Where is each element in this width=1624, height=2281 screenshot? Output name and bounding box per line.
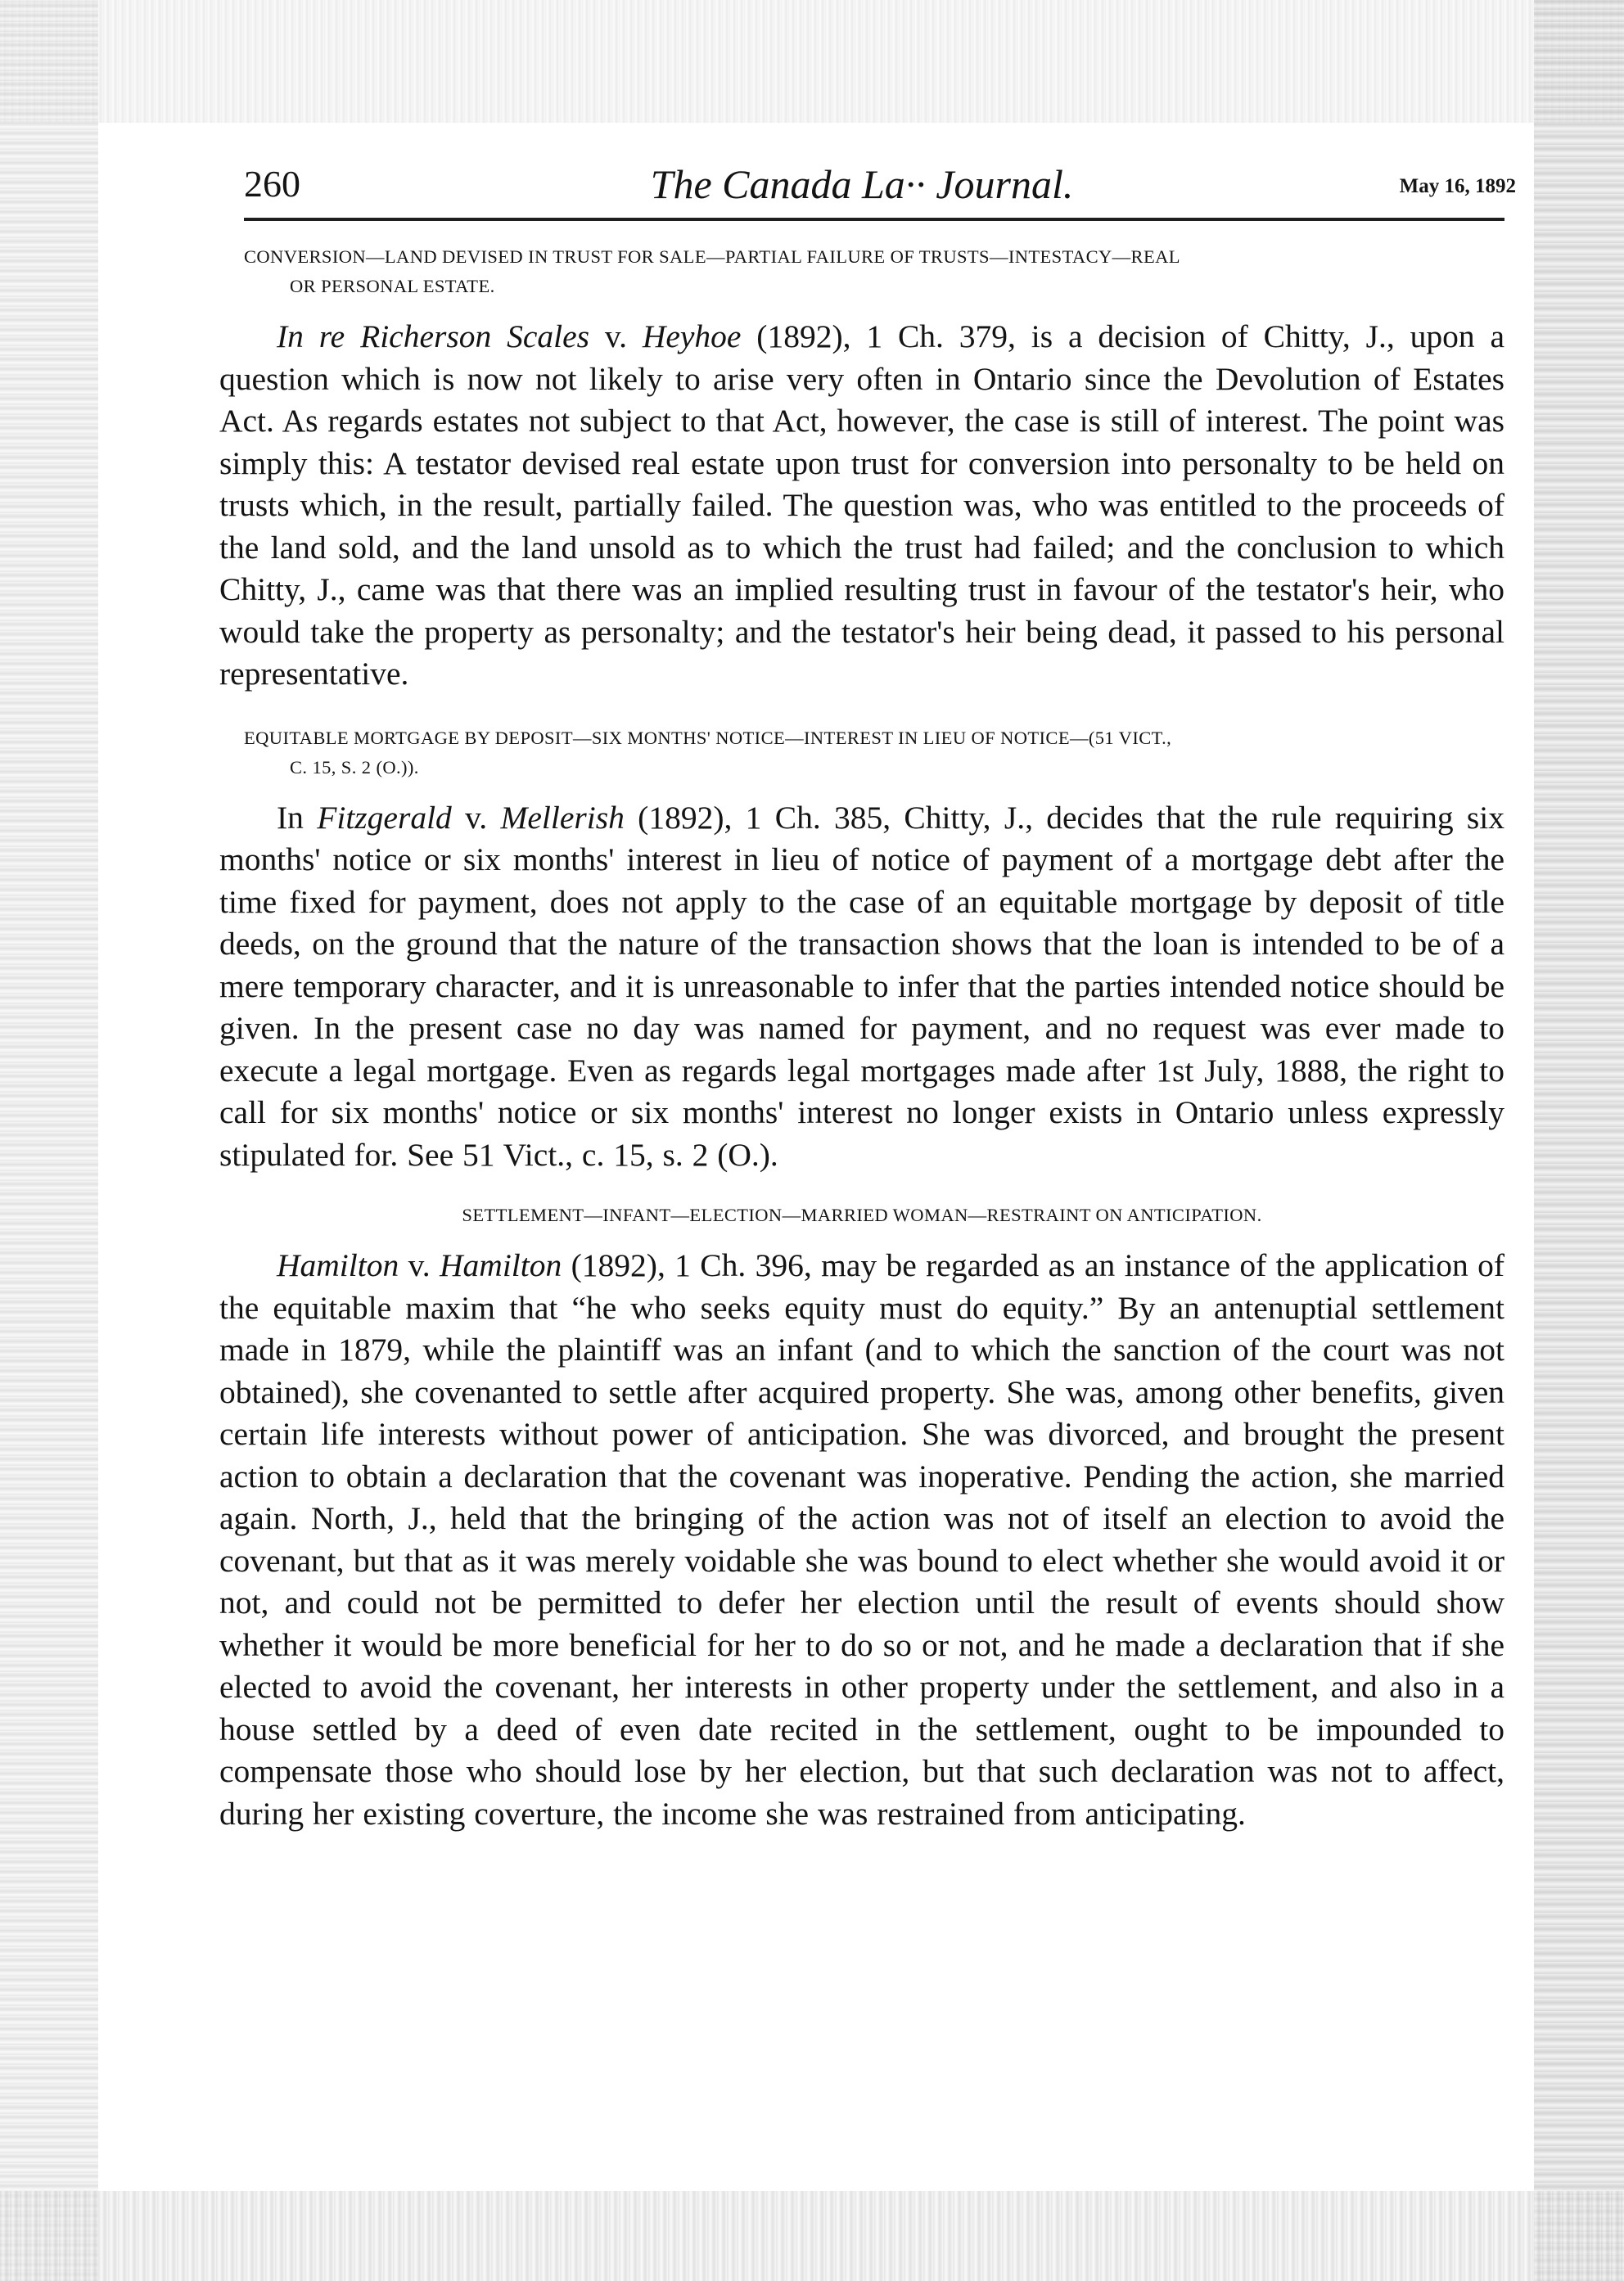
section-heading-line: EQUITABLE MORTGAGE BY DEPOSIT—SIX MONTHS' NOTICE—INTEREST IN LIEU OF NOTICE—(51 VICT., bbox=[244, 727, 1172, 748]
running-head bbox=[219, 156, 1516, 213]
paragraph-text: (1892), 1 Ch. 379, is a decision of Chitty, J., upon a question which is now not likely to arise very often in Ontario since the Devolution of Estates Act. As regards estates not subject to that Act, however, the case is still of interest. The point was simply this: A testator devised real estate upon trust for conversion into personalty to be held on trusts which, in the result, partially failed. The question was, who was entitled to the proceeds of the land sold, and the land unsold as to which the trust had failed; and the conclusion to which Chitty, J., came was that there was an implied resulting trust in favour of the testator's heir, who would take the property as personalty; and the testator's heir being dead, it passed to his personal representative. bbox=[219, 318, 1504, 692]
journal-title: The Canada La·· Journal. bbox=[650, 161, 1074, 207]
case-name: Hamilton bbox=[440, 1247, 562, 1283]
paragraph-text: (1892), 1 Ch. 396, may be regarded as an instance of the application of the equitable maxim that “he who seeks equity must do equity.” By an antenuptial settlement made in 1879, while the plaintiff was an infant (and to which the sanction of the court was not obtained), she covenanted to settle after acquired property. She was, among other benefits, given certain life interests without power of anticipation. She was divorced, and brought the present action to obtain a declaration that the covenant was inoperative. Pending the action, she married again. North, J., held that the bringing of the action was not of itself an election to avoid the covenant, but that as it was merely voidable she was bound to elect whether she would avoid it or not, and could not be permitted to defer her election until the result of events should show whether it would be more beneficial for her to do so or not, and he made a declaration that if she elected to avoid the covenant, her interests in other property under the settlement, and also in a house settled by a deed of even date recited in the settlement, ought to be impounded to compensate those who should lose by her election, but that such declaration was not to affect, during her existing coverture, the income she was restrained from anticipating. bbox=[219, 1247, 1504, 1832]
section-heading-settlement bbox=[219, 1201, 1504, 1230]
section-heading-equitable-mortgage bbox=[244, 724, 1504, 782]
case-name: In re Richerson Scales bbox=[277, 318, 590, 354]
page-number: 260 bbox=[244, 163, 300, 205]
section-heading-line: OR PERSONAL ESTATE. bbox=[290, 276, 495, 296]
section-paragraph-equitable-mortgage bbox=[219, 797, 1504, 1177]
scan-border-bottom bbox=[0, 2191, 1624, 2281]
section-heading-conversion bbox=[244, 242, 1504, 301]
case-versus: v. bbox=[399, 1247, 440, 1283]
case-name: Fitzgerald bbox=[317, 799, 452, 836]
issue-date: May 16, 1892 bbox=[1399, 175, 1516, 197]
journal-page bbox=[219, 156, 1516, 1835]
section-heading-line: C. 15, S. 2 (O.)). bbox=[290, 756, 419, 778]
scan-border-top bbox=[0, 0, 1624, 123]
case-versus: v. bbox=[589, 318, 643, 354]
paragraph-lead: In bbox=[277, 799, 318, 836]
section-heading-line: SETTLEMENT—INFANT—ELECTION—MARRIED WOMAN—RESTRAINT ON ANTICIPATION. bbox=[462, 1205, 1262, 1225]
paragraph-text: (1892), 1 Ch. 385, Chitty, J., decides that the rule requiring six months' notice or six months' interest in lieu of notice of payment of a mortgage debt after the time fixed for payment, does not apply to the case of an equitable mortgage by deposit of title deeds, on the ground that the nature of the transaction shows that the loan is intended to be of a mere temporary character, and it is unreasonable to infer that the parties intended notice should be given. In the present case no day was named for payment, and no request was ever made to execute a legal mortgage. Even as regards legal mortgages made after 1st July, 1888, the right to call for six months' notice or six months' interest no longer exists in Ontario unless expressly stipulated for. See 51 Vict., c. 15, s. 2 (O.). bbox=[219, 799, 1505, 1173]
section-heading-line: CONVERSION—LAND DEVISED IN TRUST FOR SALE—PARTIAL FAILURE OF TRUSTS—INTESTACY—REAL bbox=[244, 246, 1180, 267]
case-name: Heyhoe bbox=[642, 318, 742, 354]
case-name: Mellerish bbox=[500, 799, 625, 836]
scan-border-right bbox=[1534, 0, 1624, 2281]
header-rule bbox=[244, 218, 1504, 221]
section-paragraph-settlement bbox=[219, 1245, 1504, 1835]
section-paragraph-conversion bbox=[219, 316, 1504, 696]
case-name: Hamilton bbox=[277, 1247, 399, 1283]
scan-border-left bbox=[0, 0, 98, 2281]
case-versus: v. bbox=[451, 799, 501, 836]
